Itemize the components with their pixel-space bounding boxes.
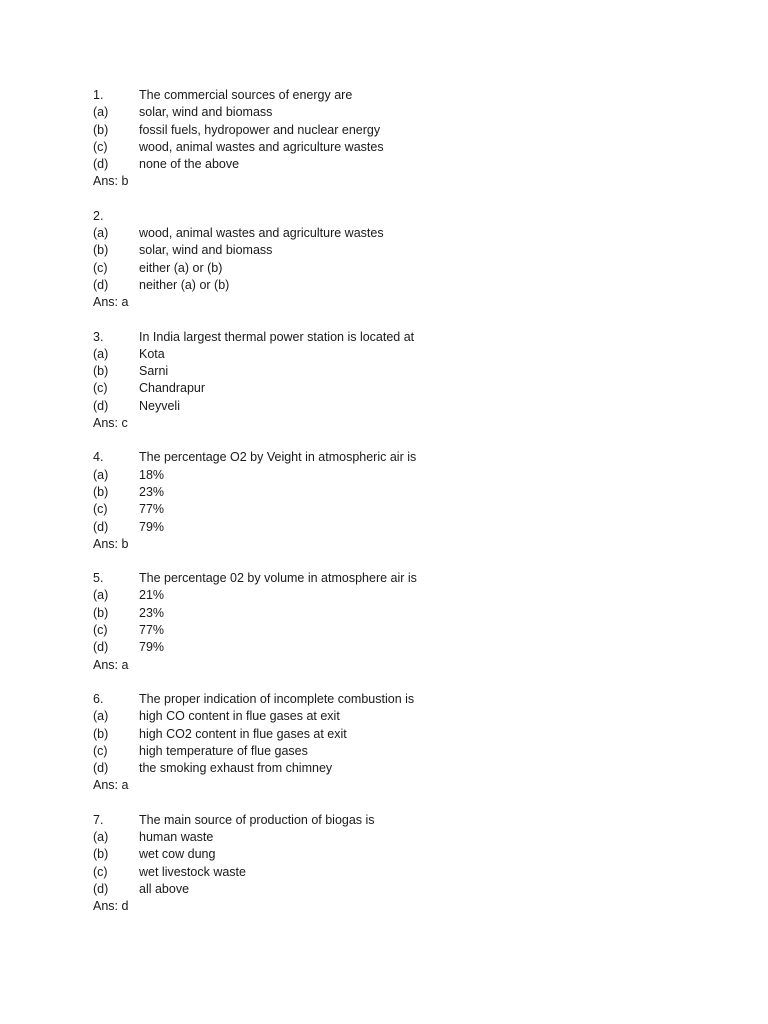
option-label: (c) [93, 502, 108, 517]
option-text: wet livestock waste [139, 864, 246, 879]
option-line [93, 380, 733, 397]
document-page [93, 87, 733, 932]
question-number: 4. [93, 450, 104, 465]
question-text [139, 208, 733, 225]
question-text: The commercial sources of energy are [139, 88, 353, 102]
option-label: (b) [93, 364, 109, 379]
question-line [93, 329, 733, 346]
option-text: either (a) or (b) [139, 260, 223, 275]
option-line [93, 829, 733, 846]
question-block [93, 329, 733, 433]
option-text: solar, wind and biomass [139, 105, 273, 120]
question-text: The main source of production of biogas is [139, 812, 375, 827]
option-line [93, 467, 733, 484]
question-block [93, 812, 733, 916]
answer-line: Ans: a [93, 295, 129, 310]
option-text: 21% [139, 588, 165, 603]
option-line [93, 622, 733, 639]
option-text: Sarni [139, 364, 169, 379]
option-line [93, 743, 733, 760]
option-label: (a) [93, 226, 109, 241]
question-text: The proper indication of incomplete combustion is [139, 691, 415, 706]
option-label: (a) [93, 467, 109, 482]
option-line [93, 864, 733, 881]
option-line [93, 501, 733, 518]
option-text: 18% [139, 467, 165, 482]
question-line [93, 208, 733, 225]
option-line [93, 363, 733, 380]
option-line [93, 484, 733, 501]
option-text: 23% [139, 484, 165, 499]
option-label: (c) [93, 139, 108, 154]
option-label: (a) [93, 829, 109, 844]
option-label: (b) [93, 726, 109, 741]
option-text: high CO2 content in flue gases at exit [139, 726, 347, 741]
option-text: fossil fuels, hydropower and nuclear energy [139, 122, 381, 137]
option-line [93, 122, 733, 139]
question-number: 1. [93, 88, 104, 102]
answer-line: Ans: c [93, 416, 128, 431]
question-text: The percentage O2 by Veight in atmospheric air is [139, 450, 417, 465]
option-text: Kota [139, 346, 165, 361]
option-text: neither (a) or (b) [139, 277, 230, 292]
question-line [93, 449, 733, 466]
answer-line: Ans: a [93, 778, 129, 793]
option-text: none of the above [139, 157, 240, 172]
option-text: wet cow dung [139, 847, 216, 862]
option-label: (c) [93, 743, 108, 758]
question-number: 7. [93, 812, 104, 827]
option-label: (d) [93, 881, 109, 896]
option-line [93, 346, 733, 363]
question-number: 3. [93, 329, 104, 344]
option-line [93, 760, 733, 777]
option-text: wood, animal wastes and agriculture wastes [139, 139, 384, 154]
option-text: Chandrapur [139, 381, 206, 396]
question-text: The percentage 02 by volume in atmosphere air is [139, 571, 417, 586]
question-line [93, 691, 733, 708]
option-label: (a) [93, 346, 109, 361]
question-block [93, 87, 733, 191]
option-line [93, 225, 733, 242]
option-line [93, 639, 733, 656]
question-line [93, 812, 733, 829]
option-line [93, 104, 733, 121]
option-text: 77% [139, 623, 165, 638]
option-line [93, 242, 733, 259]
option-label: (c) [93, 623, 108, 638]
option-line [93, 726, 733, 743]
option-label: (d) [93, 398, 109, 413]
answer-line: Ans: d [93, 899, 129, 914]
option-label: (b) [93, 484, 109, 499]
option-line [93, 519, 733, 536]
option-text: high CO content in flue gases at exit [139, 709, 340, 724]
option-label: (a) [93, 709, 109, 724]
option-line [93, 605, 733, 622]
option-label: (b) [93, 605, 109, 620]
option-text: high temperature of flue gases [139, 743, 308, 758]
question-number: 6. [93, 691, 104, 706]
option-text: 23% [139, 605, 165, 620]
answer-line: Ans: a [93, 657, 129, 672]
option-line [93, 881, 733, 898]
option-line [93, 277, 733, 294]
question-number: 5. [93, 571, 104, 586]
option-label: (c) [93, 381, 108, 396]
option-text: all above [139, 881, 190, 896]
option-label: (d) [93, 157, 109, 172]
option-text: human waste [139, 829, 214, 844]
answer-line: Ans: b [93, 536, 129, 551]
option-line [93, 846, 733, 863]
option-text: 79% [139, 519, 165, 534]
question-line [93, 87, 733, 104]
option-line [93, 139, 733, 156]
option-line [93, 587, 733, 604]
question-number: 2. [93, 208, 104, 223]
option-line [93, 156, 733, 173]
question-block [93, 570, 733, 674]
option-label: (b) [93, 122, 109, 137]
option-label: (d) [93, 640, 109, 655]
option-text: wood, animal wastes and agriculture wastes [139, 226, 384, 241]
option-label: (b) [93, 847, 109, 862]
option-label: (b) [93, 243, 109, 258]
option-line [93, 260, 733, 277]
option-label: (d) [93, 761, 109, 776]
option-text: Neyveli [139, 398, 180, 413]
question-text: In India largest thermal power station is located at [139, 329, 415, 344]
option-text: the smoking exhaust from chimney [139, 761, 333, 776]
question-line [93, 570, 733, 587]
option-label: (c) [93, 260, 108, 275]
option-label: (a) [93, 105, 109, 120]
option-text: 79% [139, 640, 165, 655]
option-label: (c) [93, 864, 108, 879]
answer-line: Ans: b [93, 174, 129, 189]
option-line [93, 708, 733, 725]
question-block [93, 208, 733, 312]
question-block [93, 449, 733, 553]
option-text: solar, wind and biomass [139, 243, 273, 258]
option-line [93, 398, 733, 415]
option-label: (d) [93, 277, 109, 292]
option-text: 77% [139, 502, 165, 517]
question-block [93, 691, 733, 795]
option-label: (a) [93, 588, 109, 603]
option-label: (d) [93, 519, 109, 534]
